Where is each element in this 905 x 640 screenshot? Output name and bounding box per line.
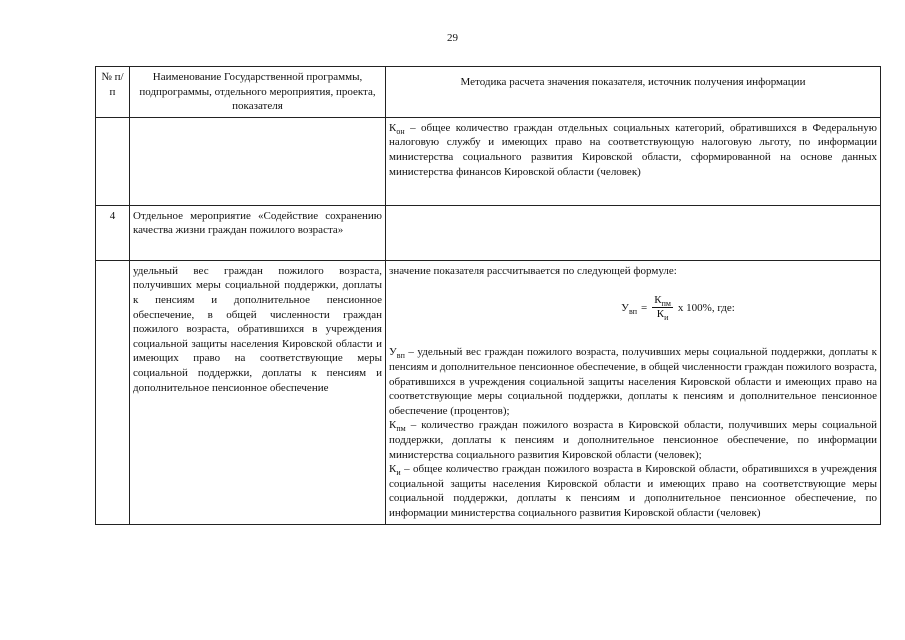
header-method: Методика расчета значения показателя, источник получения информации <box>386 67 881 118</box>
definition-text: – общее количество граждан отдельных социальных категорий, обратившихся в Федеральную налоговую службу и имеющих право на соответствующую налоговую льготу, по информации министерства социального развития Кировской области, сформированной на основе данных министерства финансов Кировской области (человек) <box>389 121 877 178</box>
table-row <box>96 260 881 524</box>
row-4-method <box>386 205 881 260</box>
formula-equals: = <box>641 301 648 314</box>
formula-intro: значение показателя рассчитывается по следующей формуле: <box>389 264 677 277</box>
row-indicator-name: удельный вес граждан пожилого возраста, получивших меры социальной поддержки, доплаты к пенсиям и дополнительное пенсионное обеспечение, в общей численности граждан пожилого возраста, обратившихся в учреждения социальной защиты населения Кировской области и имеющих право на соответствующие меры социальной поддержки, доплаты к пенсиям и дополнительное пенсионное обеспечение <box>130 260 386 524</box>
fraction-denominator: $К_и$ <box>656 308 669 323</box>
formula-lhs: $У_{вп}$ <box>621 301 638 316</box>
row-continued-method <box>386 117 881 205</box>
formula-tail: x 100%, где: <box>677 301 735 314</box>
row-continued-num <box>96 117 130 205</box>
definition-kpm: $К_{пм}$ – количество граждан пожилого возраста в Кировской области, получивших меры социальной поддержки, доплаты к пенсиям и дополнительное пенсионное обеспечение, по информации министерства социального развития Кировской области (человек); <box>389 419 877 461</box>
formula-block <box>389 294 877 321</box>
symbol-subscript: он <box>396 126 405 136</box>
row-continued-name <box>130 117 386 205</box>
row-indicator-method <box>386 260 881 524</box>
header-name: Наименование Государственной программы, подпрограммы, отдельного мероприятия, проекта, показателя <box>130 67 386 118</box>
table-row <box>96 205 881 260</box>
symbol: К <box>389 121 397 134</box>
definition-ki: $К_и$ – общее количество граждан пожилого возраста в Кировской области, обратившихся в учреждения социальной защиты населения Кировской области и имеющих право на соответствующие меры социальной поддержки, доплаты к пенсиям и дополнительное пенсионное обеспечение, по информации министерства социального развития Кировской области (человек) <box>389 463 877 519</box>
fraction-numerator: $К_{пм}$ <box>654 294 671 309</box>
formula-fraction <box>652 294 673 321</box>
page-number: 29 <box>447 32 458 44</box>
definition-uvp: $У_{вп}$ – удельный вес граждан пожилого возраста, получивших меры социальной поддержки, доплаты к пенсиям и дополнительное пенсионное обеспечение, в общей численности граждан пожилого возраста, обратившихся в учреждения социальной защиты населения Кировской области и имеющих право на соответствующие меры социальной поддержки, доплаты к пенсиям и дополнительное пенсионное обеспечение (процентов); <box>389 346 877 417</box>
table-row <box>96 117 881 205</box>
row-4-num: 4 <box>96 205 130 260</box>
table-header-row <box>96 67 881 118</box>
formula <box>621 294 735 321</box>
row-indicator-num <box>96 260 130 524</box>
header-num: № п/п <box>96 67 130 118</box>
indicator-table <box>95 66 881 525</box>
row-4-name: Отдельное мероприятие «Содействие сохранению качества жизни граждан пожилого возраста» <box>130 205 386 260</box>
